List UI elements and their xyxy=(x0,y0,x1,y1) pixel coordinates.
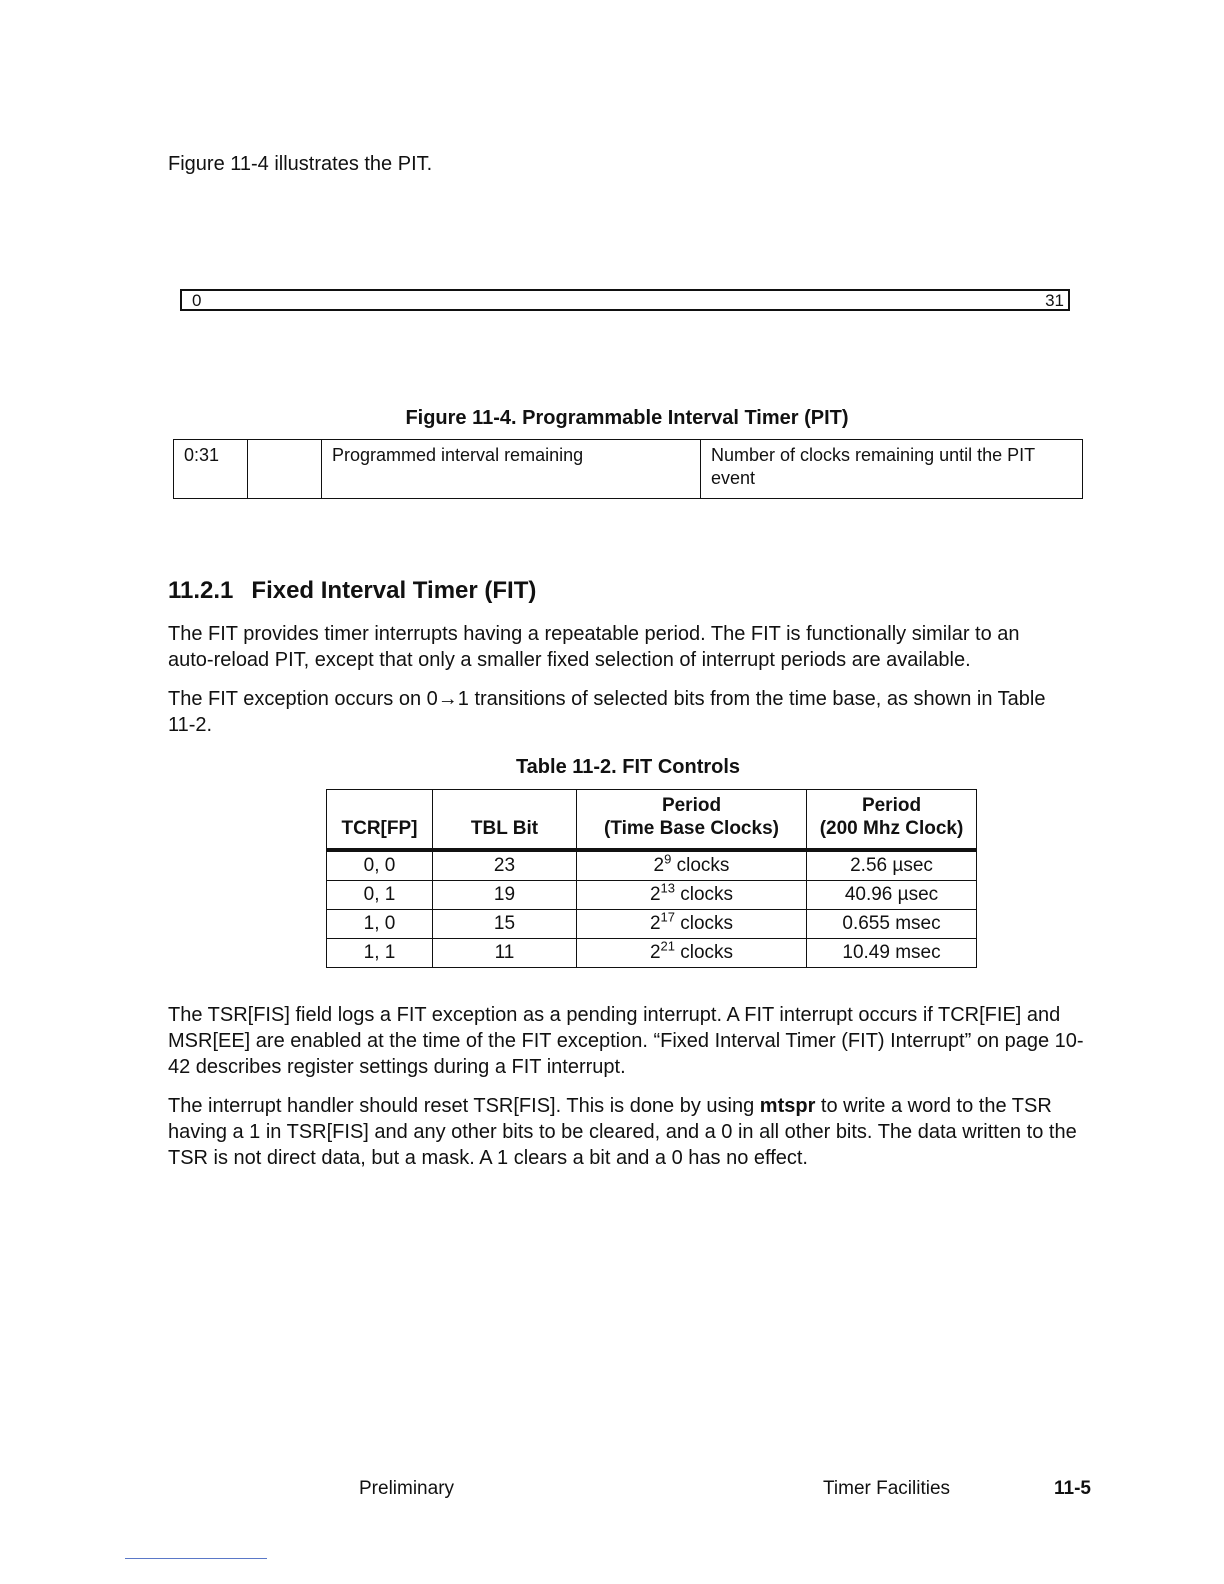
cell-fp: 0, 0 xyxy=(327,850,433,881)
cell-fp: 1, 0 xyxy=(327,910,433,939)
cell-clocks xyxy=(577,881,807,910)
clocks-unit: clocks xyxy=(674,913,734,934)
clocks-base: 2 xyxy=(649,884,661,905)
clocks-exponent: 13 xyxy=(660,880,675,896)
footer-status: Preliminary xyxy=(359,1478,455,1499)
bit-start-label: 0 xyxy=(192,291,202,310)
header-period-clock-line2: (200 Mhz Clock) xyxy=(819,818,964,839)
clocks-exponent: 17 xyxy=(660,909,675,925)
section-number: 11.2.1 xyxy=(168,577,234,604)
paragraph-tsr-fis: The TSR[FIS] field logs a FIT exception as a pending interrupt. A FIT interrupt occurs if TCR[FIE] and MSR[EE] are enabled at the time of the FIT exception. “Fixed Interval Timer (FIT) Interrupt” on page 10-42 describes register settings during a FIT interrupt. xyxy=(168,1004,1084,1078)
intro-text: Figure 11-4 illustrates the PIT. xyxy=(168,153,433,175)
section-heading xyxy=(168,577,536,605)
clocks-unit: clocks xyxy=(671,855,730,876)
header-period-line1: Period xyxy=(661,795,722,816)
cell-tbl: 11 xyxy=(433,939,577,968)
bit-end-label: 31 xyxy=(1045,291,1064,310)
clocks-base: 2 xyxy=(653,855,665,876)
paragraph-interrupt-handler xyxy=(168,1093,1088,1171)
field-comment: Number of clocks remaining until the PIT event xyxy=(701,440,1083,499)
header-period-time-base xyxy=(577,790,807,851)
cell-period: 10.49 msec xyxy=(807,939,977,968)
table-row xyxy=(327,881,977,910)
header-period-clock-line1: Period xyxy=(861,795,922,816)
cell-tbl: 23 xyxy=(433,850,577,881)
clocks-unit: clocks xyxy=(674,942,734,963)
table-caption: Table 11-2. FIT Controls xyxy=(515,756,741,778)
figure-caption: Figure 11-4. Programmable Interval Timer (PIT) xyxy=(405,407,849,429)
register-field-table xyxy=(173,439,1083,499)
clocks-base: 2 xyxy=(649,913,661,934)
clocks-base: 2 xyxy=(649,942,661,963)
cell-tbl: 19 xyxy=(433,881,577,910)
field-description: Programmed interval remaining xyxy=(322,440,701,499)
section-title: Fixed Interval Timer (FIT) xyxy=(251,577,537,604)
table-header-row xyxy=(327,790,977,851)
fit-controls-table xyxy=(326,789,977,968)
header-tcr-fp: TCR[FP] xyxy=(327,790,433,851)
paragraph-fit-intro: The FIT provides timer interrupts having a repeatable period. The FIT is functionally similar to an auto-reload PIT, except that only a smaller fixed selection of interrupt periods are available. xyxy=(168,623,1020,671)
clocks-exponent: 9 xyxy=(664,851,672,867)
paragraph-fit-exception: The FIT exception occurs on 0→1 transitions of selected bits from the time base, as shown in Table 11-2. xyxy=(168,688,1046,736)
cell-fp: 1, 1 xyxy=(327,939,433,968)
register-bit-diagram xyxy=(180,289,1070,311)
handler-text-before: The interrupt handler should reset TSR[FIS]. This is done by using xyxy=(168,1095,760,1117)
clocks-exponent: 21 xyxy=(660,938,675,954)
footer-page-number: 11-5 xyxy=(1054,1478,1091,1499)
cell-tbl: 15 xyxy=(433,910,577,939)
table-row xyxy=(174,440,1083,499)
field-name xyxy=(248,440,322,499)
scan-edge-line xyxy=(125,1558,267,1559)
cell-period: 0.655 msec xyxy=(807,910,977,939)
field-bits: 0:31 xyxy=(174,440,248,499)
cell-clocks xyxy=(577,850,807,881)
table-row xyxy=(327,850,977,881)
header-tbl-bit: TBL Bit xyxy=(433,790,577,851)
handler-text-after: to write a word to the TSR having a 1 in TSR[FIS] and any other bits to be cleared, and a 0 in all other bits. The data written to the TSR is not direct data, but a mask. A 1 clears a bit and a 0 has no effect. xyxy=(168,1095,1077,1169)
table-row xyxy=(327,939,977,968)
table-row xyxy=(327,910,977,939)
cell-period: 40.96 µsec xyxy=(807,881,977,910)
cell-fp: 0, 1 xyxy=(327,881,433,910)
clocks-unit: clocks xyxy=(674,884,734,905)
footer-chapter-title: Timer Facilities xyxy=(823,1478,951,1499)
header-period-clock xyxy=(807,790,977,851)
header-period-line2: (Time Base Clocks) xyxy=(604,818,779,839)
mtspr-instruction: mtspr xyxy=(759,1095,816,1117)
cell-clocks xyxy=(577,939,807,968)
cell-clocks xyxy=(577,910,807,939)
cell-period: 2.56 µsec xyxy=(807,850,977,881)
